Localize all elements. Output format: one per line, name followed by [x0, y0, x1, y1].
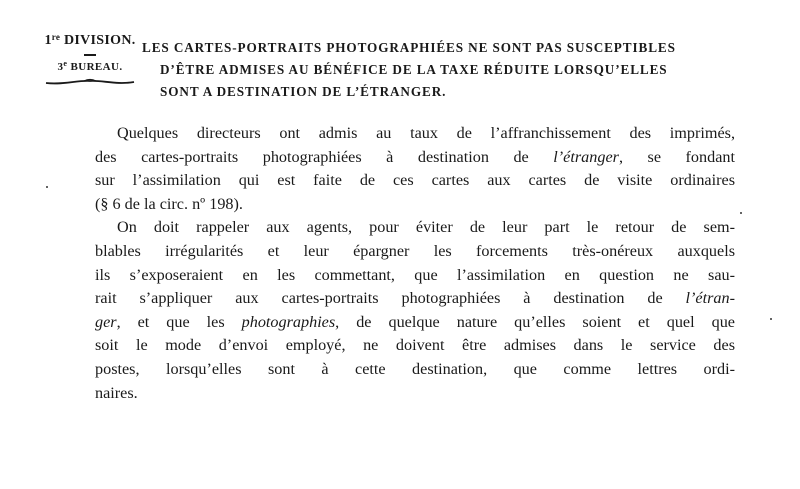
p2-line-4-italic: l’étran-	[685, 289, 735, 308]
section-title	[142, 37, 742, 103]
ornamental-rule	[44, 77, 136, 87]
p1-line-4: (§ 6 de la circ. nº 198).	[95, 194, 243, 213]
p1-line-3: sur l’assimilation qui est faite de ces cartes aux cartes de visite ordinaires	[95, 171, 735, 190]
paragraph-1	[95, 122, 735, 216]
division-label	[38, 32, 142, 49]
margin-heading	[38, 32, 142, 87]
title-line-1: LES CARTES-PORTRAITS PHOTOGRAPHIÉES NE SONT PAS SUSCEPTIBLES	[142, 40, 676, 55]
bureau-word: BUREAU.	[67, 61, 123, 73]
p1-line-2-italic: l’étranger	[553, 147, 619, 166]
p2-line-1: On doit rappeler aux agents, pour éviter de leur part le retour de sem-	[117, 218, 735, 237]
paragraph-2	[95, 216, 735, 405]
title-line-3: SONT A DESTINATION DE L’ÉTRANGER.	[160, 84, 447, 99]
title-line-2: D’ÊTRE ADMISES AU BÉNÉFICE DE LA TAXE RÉDUITE LORSQU’ELLES	[160, 62, 668, 77]
p1-line-2-text-b: , se fondant	[618, 147, 735, 166]
p2-line-5-italic-b: photographies	[241, 312, 336, 331]
p2-line-7: postes, lorsqu’elles sont à cette destination, que comme lettres ordi-	[95, 359, 735, 378]
margin-dash	[84, 54, 96, 56]
print-speck	[46, 186, 48, 188]
print-speck	[740, 212, 742, 214]
bureau-number: 3	[57, 61, 64, 73]
division-number: 1	[44, 33, 52, 48]
p1-line-1: Quelques directeurs ont admis au taux de l’affranchissement des imprimés,	[117, 124, 735, 142]
p2-line-4-text: rait s’appliquer aux cartes-portraits photographiées à destination de	[95, 289, 686, 308]
p2-line-3: ils s’exposeraient en les commettant, que l’assimilation en question ne sau-	[95, 265, 735, 284]
print-speck	[770, 318, 772, 320]
division-superscript: re	[51, 32, 61, 42]
p2-line-5-text-b: , de quelque nature qu’elles soient et quel que	[335, 312, 735, 331]
division-word: DIVISION.	[60, 33, 136, 48]
body-text	[95, 122, 735, 405]
bureau-superscript: e	[63, 59, 68, 68]
p2-line-5-text-a: , et que les	[116, 312, 242, 331]
bureau-label	[38, 59, 142, 73]
p2-line-5-italic-a: ger	[95, 312, 117, 331]
p1-line-2	[95, 146, 735, 170]
p2-line-2: blables irrégularités et leur épargner les forcements très-onéreux auxquels	[95, 241, 735, 260]
p2-line-6: soit le mode d’envoi employé, ne doivent être admises dans le service des	[95, 336, 735, 355]
p2-line-8: naires.	[95, 383, 138, 402]
p1-line-2-text-a: des cartes-portraits photographiées à destination de	[95, 147, 554, 166]
p2-line-4	[95, 287, 735, 311]
p2-line-5	[95, 311, 735, 335]
